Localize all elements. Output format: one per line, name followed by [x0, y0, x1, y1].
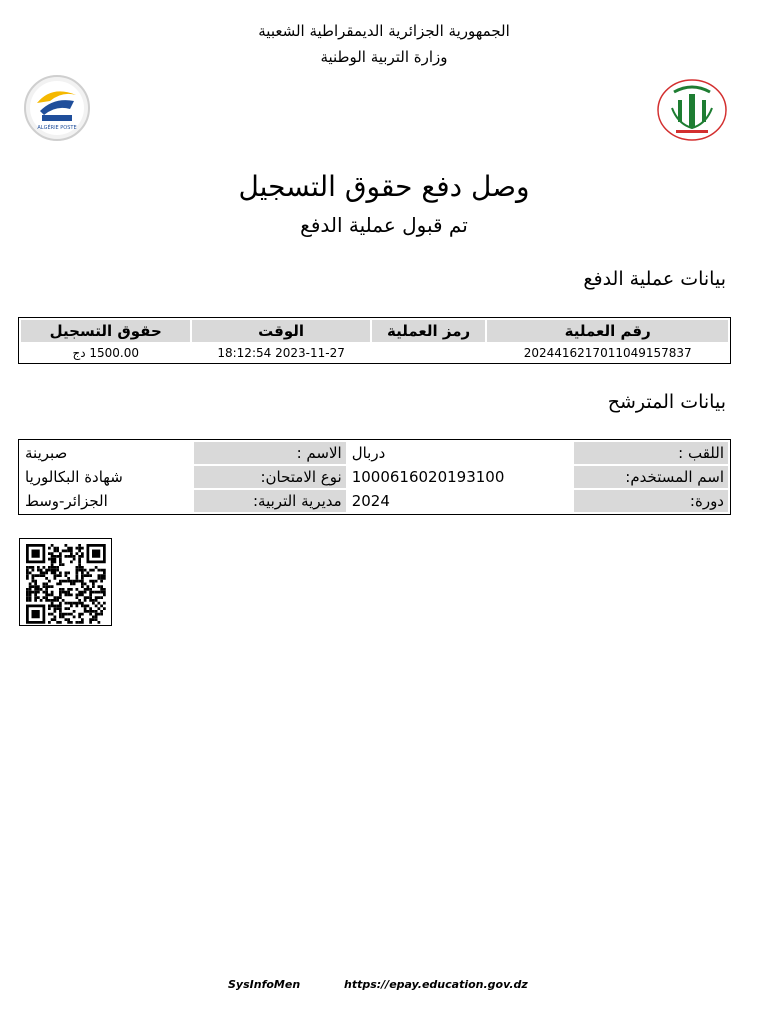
last-name-label: اللقب :: [574, 442, 728, 464]
footer-url: https://epay.education.gov.dz: [344, 978, 528, 991]
username-label: اسم المستخدم:: [574, 466, 728, 488]
qr-code: [19, 538, 112, 626]
algerie-poste-logo: [22, 75, 92, 141]
ministry-education-logo: [656, 78, 728, 142]
exam-type-label: نوع الامتحان:: [194, 466, 346, 488]
candidate-table: [18, 439, 731, 515]
table-row: [21, 466, 728, 488]
first-name-value: صبرينة: [25, 444, 68, 462]
operation-number-cell: 2024416217011049157837: [523, 345, 692, 360]
column-header-fees: حقوق التسجيل: [21, 320, 190, 342]
payment-header-row: [21, 320, 728, 342]
country-name: الجمهورية الجزائرية الديمقراطية الشعبية: [258, 22, 510, 40]
table-row: [21, 344, 728, 361]
payment-table: [18, 317, 731, 364]
candidate-section-heading: بيانات المترشح: [607, 391, 726, 413]
column-header-time: الوقت: [192, 320, 369, 342]
ministry-name: وزارة التربية الوطنية: [320, 48, 448, 66]
page-title: وصل دفع حقوق التسجيل: [238, 170, 530, 203]
qr-code-icon: [20, 539, 111, 625]
table-row: [21, 442, 728, 464]
payment-section-heading: بيانات عملية الدفع: [583, 268, 726, 290]
exam-type-value: شهادة البكالوريا: [25, 468, 123, 486]
session-value: 2024: [351, 492, 390, 510]
last-name-value: دربال: [351, 444, 386, 462]
payment-status: تم قبول عملية الدفع: [300, 213, 468, 237]
table-row: [21, 490, 728, 512]
directorate-label: مديرية التربية:: [194, 490, 346, 512]
session-label: دورة:: [574, 490, 728, 512]
footer-system-name: SysInfoMen: [228, 978, 301, 991]
fees-cell: 1500.00 دج: [72, 345, 139, 360]
username-value: 1000616020193100: [351, 468, 505, 486]
time-cell: 2023-11-27 18:12:54: [217, 345, 345, 360]
first-name-label: الاسم :: [194, 442, 346, 464]
column-header-operation-code: رمز العملية: [372, 320, 486, 342]
poste-logo-text: ALGÉRIE POSTE: [37, 125, 77, 131]
operation-code-cell: [372, 344, 486, 361]
column-header-operation-number: رقم العملية: [487, 320, 728, 342]
directorate-value: الجزائر-وسط: [25, 492, 108, 510]
